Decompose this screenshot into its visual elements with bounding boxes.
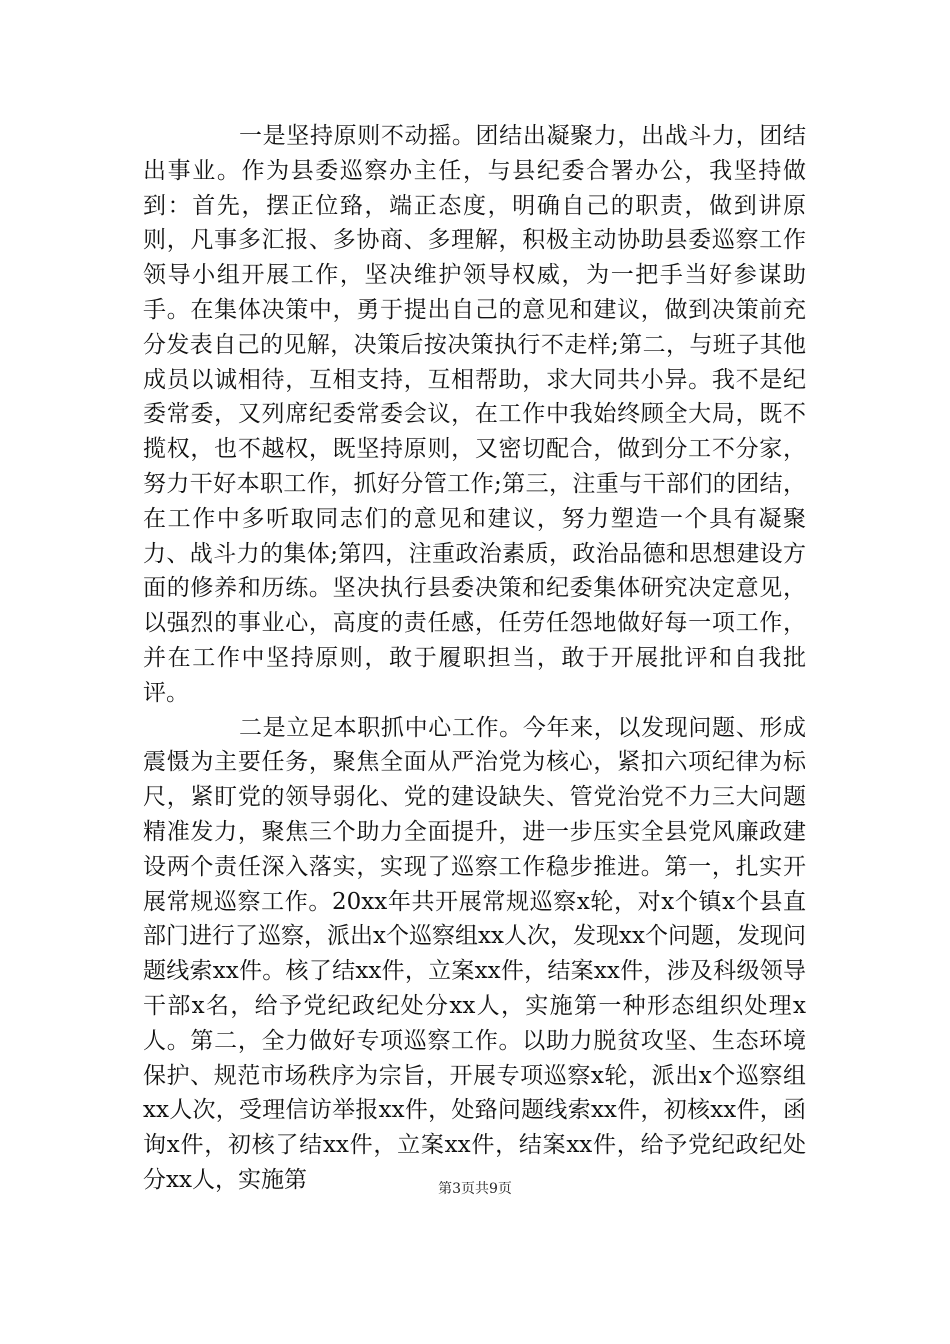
paragraph-1: 一是坚持原则不动摇。团结出凝聚力，出战斗力，团结出事业。作为县委巡察办主任，与县纪委合署办公，我坚持做到：首先，摆正位臵，端正态度，明确自己的职责，做到讲原则，凡事多汇报、多协商、多理解，积极主动协助县委巡察工作领导小组开展工作，坚决维护领导权威，为一把手当好参谋助手。在集体决策中，勇于提出自己的意见和建议，做到决策前充分发表自己的见解，决策后按决策执行不走样;第二，与班子其他成员以诚相待，互相支持，互相帮助，求大同共小异。我不是纪委常委，又列席纪委常委会议，在工作中我始终顾全大局，既不揽权，也不越权，既坚持原则，又密切配合，做到分工不分家，努力干好本职工作，抓好分管工作;第三，注重与干部们的团结，在工作中多听取同志们的意见和建议，努力塑造一个具有凝聚力、战斗力的集体;第四，注重政治素质，政治品德和思想建设方面的修养和历练。坚决执行县委决策和纪委集体研究决定意见，以强烈的事业心，高度的责任感，任劳任怨地做好每一项工作，并在工作中坚持原则，敢于履职担当，敢于开展批评和自我批评。 bbox=[143, 123, 806, 706]
page-number-footer: 第3页共9页 bbox=[438, 1181, 512, 1197]
document-body bbox=[143, 119, 806, 1198]
paragraph-2: 二是立足本职抓中心工作。今年来，以发现问题、形成震慑为主要任务，聚焦全面从严治党为核心，紧扣六项纪律为标尺，紧盯党的领导弱化、党的建设缺失、管党治党不力三大问题精准发力，聚焦三个助力全面提升，进一步压实全县党风廉政建设两个责任深入落实，实现了巡察工作稳步推进。第一，扎实开展常规巡察工作。20xx年共开展常规巡察x轮，对x个镇x个县直部门进行了巡察，派出x个巡察组xx人次，发现xx个问题，发现问题线索xx件。核了结xx件，立案xx件，结案xx件，涉及科级领导干部x名，给予党纪政纪处分xx人，实施第一种形态组织处理x人。第二，全力做好专项巡察工作。以助力脱贫攻坚、生态环境保护、规范市场秩序为宗旨，开展专项巡察x轮，派出x个巡察组xx人次，受理信访举报xx件，处臵问题线索xx件，初核xx件，函询x件，初核了结xx件，立案xx件，结案xx件，给予党纪政纪处分xx人，实施第 bbox=[143, 714, 806, 1193]
